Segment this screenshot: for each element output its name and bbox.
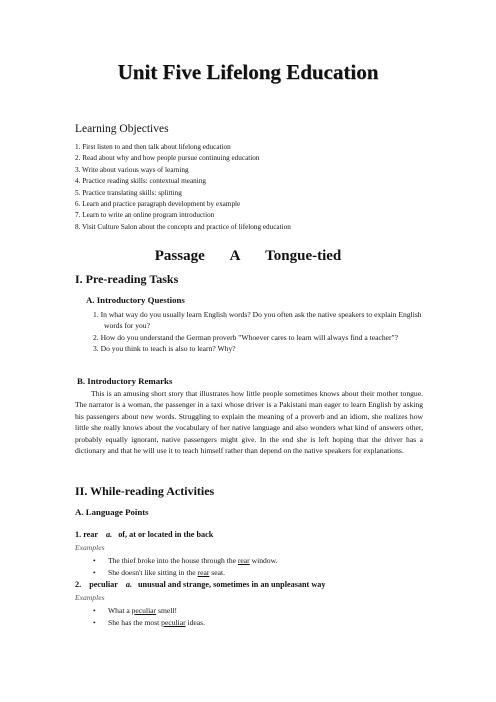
example-item: • What a peculiar smell! bbox=[93, 606, 177, 615]
unit-title: Unit Five Lifelong Education bbox=[117, 60, 379, 84]
objective-item: 1. First listen to and then talk about lifelong education bbox=[75, 143, 231, 151]
point-definition: unusual and strange, sometimes in an unpleasant way bbox=[137, 580, 326, 589]
introductory-remarks-heading: B. Introductory Remarks bbox=[77, 376, 173, 386]
point-number: 2. bbox=[75, 580, 82, 589]
question-item: 3. Do you think to teach is also to learn? Why? bbox=[93, 343, 236, 353]
passage-title: Passage A Tongue-tied bbox=[154, 248, 342, 264]
example-item: • She doesn't like sitting in the rear seat. bbox=[93, 567, 225, 577]
example-keyword: peculiar bbox=[131, 606, 157, 615]
point-pos: a. bbox=[125, 580, 132, 589]
objectives-heading: Learning Objectives bbox=[75, 123, 169, 135]
language-point bbox=[75, 580, 325, 589]
bullet-icon: • bbox=[93, 556, 96, 565]
language-point bbox=[75, 530, 213, 539]
point-word: rear bbox=[83, 530, 99, 539]
point-pos: a. bbox=[106, 530, 113, 539]
introductory-remarks-text: This is an amusing short story that illustrates how little people sometimes knows about their mother tongue. The narrator is a woman, the passenger in a taxi whose driver is a Pakistani man eager to learn English by asking his passengers about new words. Struggling to explain the meaning of a proverb and an idiom, she realizes how little she really knows about the vocabulary of her native language and also wonders what kind of answers other, probably equally ignorant, native passengers might give. In the end she is left hoping that the driver has a dictionary and that he will use it to teach himself rather than depend on the native speakers for explanations. bbox=[75, 389, 423, 456]
language-points-heading: A. Language Points bbox=[75, 507, 149, 517]
question-item: 1. In what way do you usually learn English words? Do you often ask the native speakers to explain English words for you? bbox=[93, 310, 422, 331]
example-keyword: peculiar bbox=[161, 617, 186, 627]
example-item: • The thief broke into the house through the rear window. bbox=[93, 556, 278, 565]
objective-item: 3. Write about various ways of learning bbox=[75, 165, 189, 174]
bullet-icon: • bbox=[93, 606, 96, 615]
objective-item: 5. Practice translating skills: splitting bbox=[75, 188, 182, 197]
point-number: 1. bbox=[75, 530, 82, 539]
introductory-questions-list bbox=[93, 309, 429, 354]
objectives-list bbox=[75, 142, 291, 233]
pre-reading-heading: I. Pre-reading Tasks bbox=[75, 272, 179, 286]
examples-label: Examples bbox=[75, 543, 105, 552]
objective-item: 2. Read about why and how people pursue continuing education bbox=[75, 154, 260, 163]
objective-item: 8. Visit Culture Salon about the concepts and practice of lifelong education bbox=[75, 222, 291, 231]
bullet-icon: • bbox=[93, 617, 96, 627]
example-item: • She has the most peculiar ideas. bbox=[93, 617, 206, 627]
while-reading-heading: II. While-reading Activities bbox=[75, 484, 215, 498]
bullet-icon: • bbox=[93, 567, 96, 577]
introductory-questions-heading: A. Introductory Questions bbox=[86, 295, 185, 305]
objective-item: 7. Learn to write an online program introduction bbox=[75, 211, 215, 220]
point-word: peculiar bbox=[89, 580, 118, 589]
examples-list bbox=[93, 555, 278, 579]
question-item: 2. How do you understand the German proverb "Whoever cares to learn will always find a teacher"? bbox=[93, 332, 398, 342]
examples-list bbox=[93, 605, 205, 629]
point-definition: of, at or located in the back bbox=[118, 530, 214, 539]
examples-label: Examples bbox=[75, 593, 105, 602]
objective-item: 6. Learn and practice paragraph development by example bbox=[75, 200, 241, 209]
example-keyword: rear bbox=[197, 567, 210, 577]
objective-item: 4. Practice reading skills: contextual meaning bbox=[75, 177, 206, 186]
example-keyword: rear bbox=[237, 556, 250, 565]
